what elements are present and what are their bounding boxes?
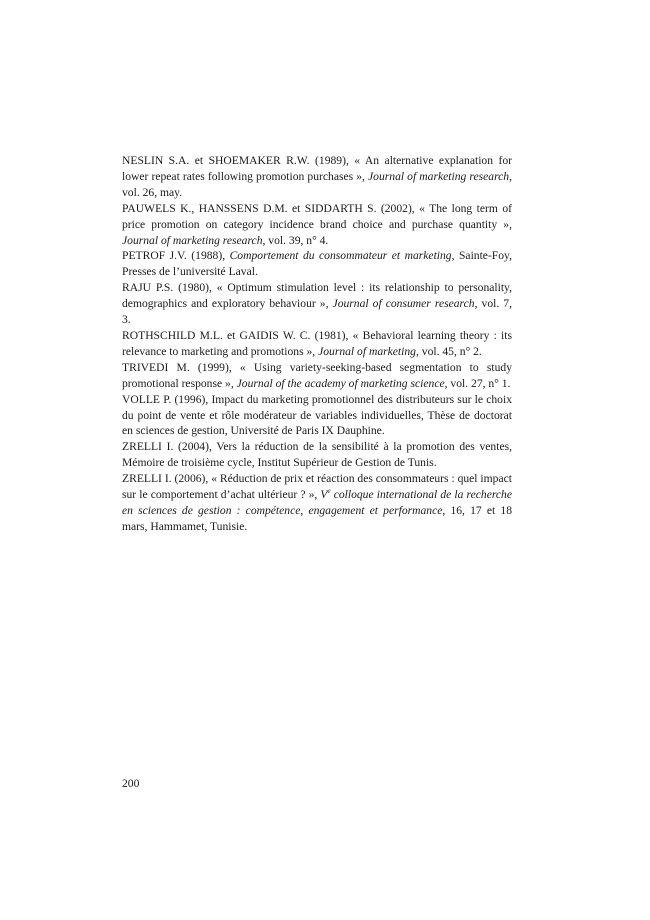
reference-entry [122,201,512,249]
reference-entry [122,153,512,201]
reference-text: TRIVEDI M. (1999), « Using variety-seeking-based segmentation to study promotional response », [122,360,512,390]
reference-text: ZRELLI I. (2006), « Réduction de prix et réaction des consommateurs : quel impact sur le comportement d’achat ultérieur ? », [122,472,512,502]
reference-text: , vol. 27, n° 1. [444,376,511,390]
reference-text: , vol. 7, 3. [122,297,512,327]
page-number: 200 [122,777,140,790]
reference-italic-text: colloque international de la recherche en sciences de gestion : compétence, engagement et performance [122,488,513,517]
reference-entry [122,360,512,392]
reference-italic-text: Journal of marketing [318,344,416,358]
reference-italic-text: e [327,487,331,496]
reference-text: RAJU P.S. (1980), « Optimum stimulation level : its relationship to personality, demographics and exploratory behaviour », [122,281,512,311]
reference-text: Sainte-Foy, Presses de l’université Laval. [122,249,512,279]
reference-text: , vol. 39, n° 4. [262,233,329,247]
reference-list [122,153,512,535]
reference-text: ZRELLI I. (2004), Vers la réduction de la sensibilité à la promotion des ventes, Mémoire de troisième cycle [122,440,512,470]
reference-italic-text: Journal of consumer research [332,297,475,311]
reference-entry [122,392,512,440]
reference-text: , 16, 17 et 18 mars, Hammamet, Tunisie. [122,503,512,533]
reference-text: PETROF J.V. (1988), [122,249,230,263]
reference-entry [122,248,512,280]
reference-text: PAUWELS K., HANSSENS D.M. et SIDDARTH S. (2002), « The long term of price promotion on category incidence brand choice and purchase quantity », [122,201,512,231]
reference-italic-text: Journal of marketing research [368,169,510,183]
reference-text: VOLLE P. (1996), Impact du marketing promotionnel des distributeurs sur le choix du point de vente et rôle modérateur de variables individuelles, Thèse de doctorat en sciences de gestion, Université de Paris IX Dauphine. [122,392,512,438]
reference-text: NESLIN S.A. et SHOEMAKER R.W. (1989), « An alternative explanation for lower repeat rates following promotion purchases », [122,154,512,183]
reference-entry [122,471,512,535]
reference-entry [122,280,512,328]
reference-italic-text: Journal of marketing research [122,233,263,247]
reference-text: , vol. 26, may. [122,169,513,199]
reference-italic-text: V [320,488,328,502]
reference-entry [122,328,512,360]
reference-italic-text: Comportement du consommateur et marketing, [229,249,455,263]
reference-entry [122,439,512,471]
reference-text: Institut Supérieur de Gestion de Tunis. [254,456,437,470]
reference-text: ROTHSCHILD M.L. et GAIDIS W. C. (1981), « Behavioral learning theory : its relevance to marketing and promotions », [122,328,512,358]
reference-text: , vol. 45, n° 2. [415,344,482,358]
reference-italic-text: , [251,456,255,470]
reference-italic-text: Journal of the academy of marketing science [236,376,445,390]
